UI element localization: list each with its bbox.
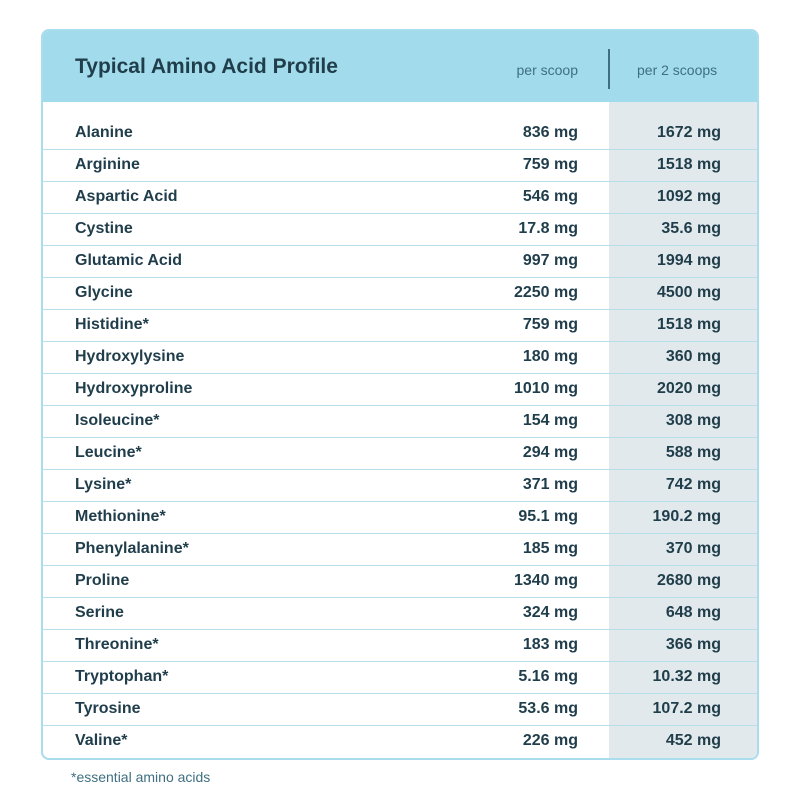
- per-2-scoops-value: 308 mg: [665, 412, 721, 429]
- table-row: [43, 342, 757, 374]
- table-row: [43, 374, 757, 406]
- table-body: [43, 118, 757, 758]
- table-row: [43, 406, 757, 438]
- amino-acid-name: Methionine*: [75, 508, 166, 525]
- per-2-scoops-value: 1518 mg: [656, 156, 721, 173]
- per-2-scoops-value: 2680 mg: [656, 572, 721, 589]
- table-row: [43, 118, 757, 150]
- per-2-scoops-value: 1994 mg: [656, 252, 721, 269]
- amino-acid-name: Phenylalanine*: [75, 540, 189, 557]
- table-row: [43, 278, 757, 310]
- header-divider: [608, 49, 610, 89]
- per-2-scoops-value: 366 mg: [665, 636, 721, 653]
- per-2-scoops-value: 4500 mg: [656, 284, 721, 301]
- amino-acid-name: Arginine: [75, 156, 140, 173]
- per-2-scoops-value: 190.2 mg: [652, 508, 721, 525]
- per-scoop-value: 226 mg: [522, 732, 578, 749]
- footnote: *essential amino acids: [71, 769, 211, 785]
- amino-acid-name: Proline: [75, 572, 130, 589]
- table-header: [43, 31, 757, 102]
- per-2-scoops-value: 10.32 mg: [652, 668, 721, 685]
- amino-acid-name: Hydroxylysine: [75, 348, 185, 365]
- per-scoop-value: 180 mg: [522, 348, 578, 365]
- per-2-scoops-value: 648 mg: [665, 604, 721, 621]
- per-scoop-value: 759 mg: [522, 156, 578, 173]
- per-2-scoops-value: 35.6 mg: [661, 220, 721, 237]
- amino-acid-name: Aspartic Acid: [75, 188, 178, 205]
- table-row: [43, 726, 757, 758]
- per-2-scoops-value: 360 mg: [665, 348, 721, 365]
- per-scoop-value: 183 mg: [522, 636, 578, 653]
- column-header-per-scoop: per scoop: [516, 62, 578, 78]
- per-scoop-value: 546 mg: [522, 188, 578, 205]
- per-scoop-value: 154 mg: [522, 412, 578, 429]
- per-2-scoops-value: 452 mg: [665, 732, 721, 749]
- per-scoop-value: 185 mg: [522, 540, 578, 557]
- amino-acid-name: Tryptophan*: [75, 668, 169, 685]
- per-scoop-value: 1340 mg: [513, 572, 578, 589]
- table-row: [43, 470, 757, 502]
- amino-acid-name: Serine: [75, 604, 124, 621]
- per-2-scoops-value: 370 mg: [665, 540, 721, 557]
- per-2-scoops-value: 107.2 mg: [652, 700, 721, 717]
- amino-acid-name: Cystine: [75, 220, 133, 237]
- amino-acid-name: Tyrosine: [75, 700, 141, 717]
- per-2-scoops-value: 742 mg: [665, 476, 721, 493]
- amino-acid-name: Glutamic Acid: [75, 252, 182, 269]
- amino-acid-table-card: [41, 29, 759, 760]
- amino-acid-name: Leucine*: [75, 444, 142, 461]
- per-scoop-value: 997 mg: [522, 252, 578, 269]
- per-scoop-value: 294 mg: [522, 444, 578, 461]
- table-row: [43, 534, 757, 566]
- per-scoop-value: 17.8 mg: [518, 220, 578, 237]
- table-row: [43, 566, 757, 598]
- table-row: [43, 502, 757, 534]
- amino-acid-name: Isoleucine*: [75, 412, 160, 429]
- table-row: [43, 214, 757, 246]
- table-row: [43, 598, 757, 630]
- table-row: [43, 310, 757, 342]
- amino-acid-name: Hydroxyproline: [75, 380, 193, 397]
- per-scoop-value: 53.6 mg: [518, 700, 578, 717]
- amino-acid-name: Valine*: [75, 732, 128, 749]
- table-row: [43, 694, 757, 726]
- amino-acid-name: Histidine*: [75, 316, 149, 333]
- per-2-scoops-value: 1518 mg: [656, 316, 721, 333]
- per-scoop-value: 371 mg: [522, 476, 578, 493]
- per-2-scoops-value: 1092 mg: [656, 188, 721, 205]
- per-scoop-value: 836 mg: [522, 124, 578, 141]
- amino-acid-name: Threonine*: [75, 636, 159, 653]
- table-row: [43, 662, 757, 694]
- table-row: [43, 438, 757, 470]
- per-2-scoops-value: 588 mg: [665, 444, 721, 461]
- table-row: [43, 182, 757, 214]
- column-header-per-2-scoops: per 2 scoops: [637, 62, 718, 78]
- table-row: [43, 150, 757, 182]
- per-scoop-value: 759 mg: [522, 316, 578, 333]
- per-2-scoops-value: 1672 mg: [656, 124, 721, 141]
- per-scoop-value: 5.16 mg: [518, 668, 578, 685]
- per-scoop-value: 324 mg: [522, 604, 578, 621]
- table-row: [43, 630, 757, 662]
- table-row: [43, 246, 757, 278]
- per-2-scoops-value: 2020 mg: [656, 380, 721, 397]
- amino-acid-name: Lysine*: [75, 476, 132, 493]
- per-scoop-value: 2250 mg: [513, 284, 578, 301]
- per-scoop-value: 1010 mg: [513, 380, 578, 397]
- amino-acid-name: Glycine: [75, 284, 133, 301]
- amino-acid-name: Alanine: [75, 124, 133, 141]
- table-title: Typical Amino Acid Profile: [75, 55, 338, 78]
- per-scoop-value: 95.1 mg: [518, 508, 578, 525]
